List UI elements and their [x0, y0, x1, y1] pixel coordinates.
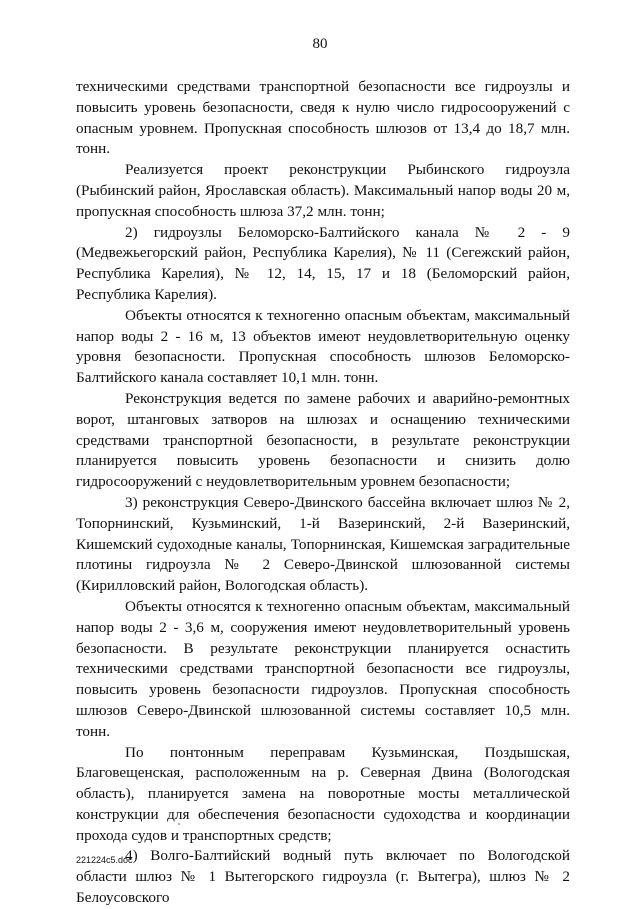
paragraph-severo-dvinsky: 3) реконструкция Северо-Двинского бассейна включает шлюз № 2, Топорнинский, Кузьминский, 1-й Вазеринский, 2-й Вазеринский, Кишемский судоходные каналы, Топорнинская, Кишемская заградительные плотины гидроузла № 2 Северо-Двинской шлюзованной системы (Кирилловский район, Вологодская область). [76, 493, 570, 595]
footer-filename: 221224c5.doc [76, 855, 133, 865]
paragraph-belomorsk-objects: Объекты относятся к техногенно опасным объектам, максимальный напор воды 2 - 16 м, 13 объектов имеют неудовлетворительную оценку уровня безопасности. Пропускная способность шлюзов Беломорско-Балтийского канала составляет 10,1 млн. тонн. [76, 306, 570, 387]
paragraph-continuation: техническими средствами транспортной безопасности все гидроузлы и повысить уровень безопасности, сведя к нулю число гидросооружений с опасным уровнем. Пропускная способность шлюзов от 13,4 до 18,7 млн. тонн. [76, 78, 570, 158]
paragraph-volgo-baltic: 4) Волго-Балтийский водный путь включает по Вологодской области шлюз № 1 Вытегорского гидроузла (г. Вытегра), шлюз № 2 Белоусовского [76, 847, 570, 907]
paragraph-severo-dvinsky-objects: Объекты относятся к техногенно опасным объектам, максимальный напор воды 2 - 3,6 м, сооружения имеют неудовлетворительный уровень безопасности. В результате реконструкции планируется оснастить техническими средствами транспортной безопасности все гидроузлы, повысить уровень безопасности гидроузлов. Пропускная способность шлюзов Северо-Двинской шлюзованной системы составляет 10,5 млн. тонн. [76, 597, 570, 740]
paragraph-belomorsk-hydrounits: 2) гидроузлы Беломорско-Балтийского канала № 2 - 9 (Медвежьегорский район, Республика Карелия), № 11 (Сегежский район, Республика Карелия), № 12, 14, 15, 17 и 18 (Беломорский район, Республика Карелия). [76, 223, 570, 303]
paragraph-reconstruction-gates: Реконструкция ведется по замене рабочих и аварийно-ремонтных ворот, штанговых затворов на шлюзах и оснащению техническими средствами транспортной безопасности, в результате реконструкции планируется повысить уровень безопасности и снизить долю гидросооружений с неудовлетворительным уровнем безопасности; [76, 389, 570, 491]
paragraph-rybinsk: Реализуется проект реконструкции Рыбинского гидроузла (Рыбинский район, Ярославская область). Максимальный напор воды 20 м, пропускная способность шлюза 37,2 млн. тонн; [76, 161, 570, 220]
body-text [76, 77, 570, 909]
scan-speck [178, 823, 180, 825]
page-number: 80 [312, 36, 328, 52]
paragraph-pontoon-crossings: По понтонным переправам Кузьминская, Поздышская, Благовещенская, расположенным на р. Северная Двина (Вологодская область), планируется замена на поворотные мосты металлической конструкции для обеспечения безопасности судоходства и координации прохода судов и транспортных средств; [76, 743, 570, 844]
